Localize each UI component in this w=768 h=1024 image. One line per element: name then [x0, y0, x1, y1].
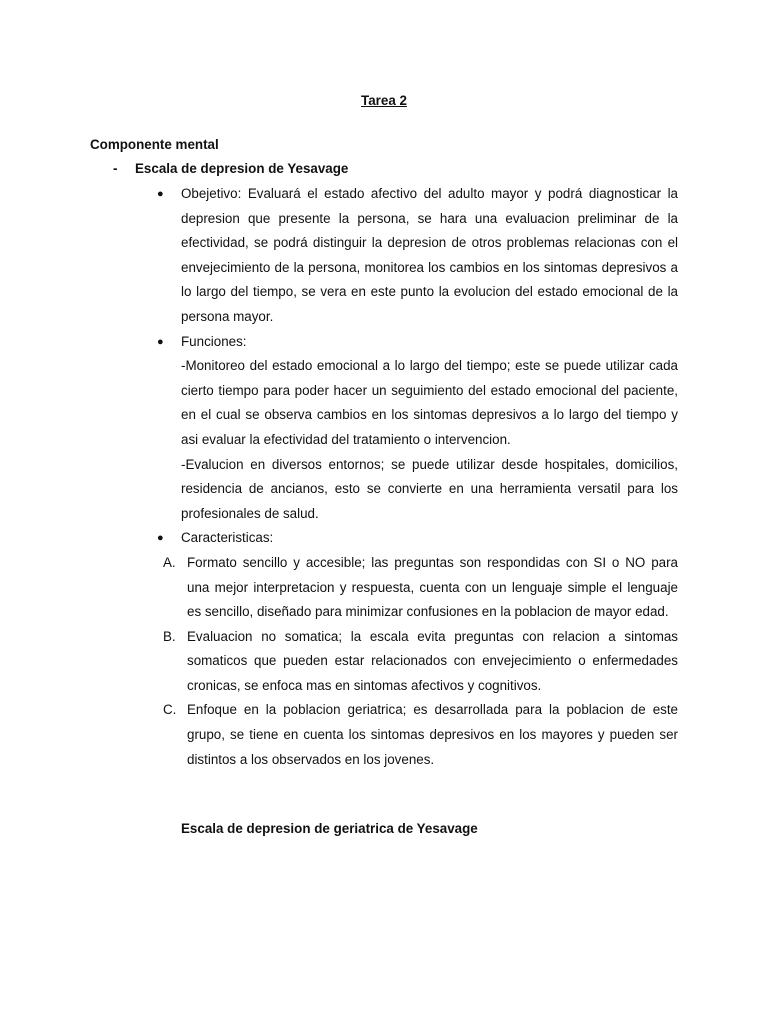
bullet-icon: ●: [157, 188, 164, 200]
section-heading: Componente mental: [90, 137, 219, 152]
subsection-heading-text: Escala de depresion de Yesavage: [135, 161, 349, 176]
list-marker: B.: [163, 628, 176, 644]
bullet-item: [0, 526, 678, 551]
list-item-text: Evaluacion no somatica; la escala evita preguntas con relacion a sintomas somaticos que pueden estar relacionados con envejecimiento o enfermedades cronicas, se enfoca mas en sintomas afectivos y cognitivos.: [187, 628, 678, 693]
bullet-item: [0, 330, 678, 527]
functions-label: Funciones:: [181, 333, 247, 349]
list-item: [0, 698, 678, 772]
body-content: [0, 182, 768, 772]
bullet-icon: ●: [157, 335, 164, 348]
list-item-text: Formato sencillo y accesible; las preguntas son respondidas con SI o NO para una mejor interpretacion y respuesta, cuenta con un lenguaje simple el lenguaje es sencillo, diseñado para minimizar confusiones en la poblacion de mayor edad.: [187, 554, 678, 620]
dash-marker: -: [113, 161, 118, 176]
objective-paragraph: Obejetivo: Evaluará el estado afectivo del adulto mayor y podrá diagnosticar la depresion que presente la persona, se hara una evaluacion preliminar de la efectividad, se podrá distinguir la depresion de otros problemas relacionas con el envejecimiento de la persona, monitorea los cambios en los sintomas depresivos a lo largo del tiempo, se vera en este punto la evolucion del estado emocional de la persona mayor.: [181, 186, 678, 324]
final-heading: Escala de depresion de geriatrica de Yesavage: [181, 821, 478, 836]
list-marker: A.: [163, 554, 176, 570]
characteristics-label: Caracteristicas:: [181, 530, 274, 546]
characteristics-list: [0, 551, 768, 772]
list-item: [0, 551, 678, 625]
list-item: [0, 625, 678, 699]
functions-paragraph: -Evalucion en diversos entornos; se puede utilizar desde hospitales, domicilios, residencia de ancianos, esto se convierte en una herramienta versatil para los profesionales de salud.: [181, 456, 678, 521]
subsection-heading: [113, 160, 348, 178]
bullet-icon: ●: [157, 532, 164, 545]
functions-paragraph: -Monitoreo del estado emocional a lo largo del tiempo; este se puede utilizar cada cierto tiempo para poder hacer un seguimiento del estado emocional del paciente, en el cual se observa cambios en los sintomas depresivos a lo largo del tiempo y asi evaluar la efectividad del tratamiento o intervencion.: [181, 358, 678, 447]
document-title: Tarea 2: [361, 93, 407, 108]
list-marker: C.: [163, 702, 177, 718]
list-item-text: Enfoque en la poblacion geriatrica; es desarrollada para la poblacion de este grupo, se tiene en cuenta los sintomas depresivos en los mayores y pueden ser distintos a los observados en los jovenes.: [187, 702, 678, 767]
bullet-item: [0, 182, 678, 330]
